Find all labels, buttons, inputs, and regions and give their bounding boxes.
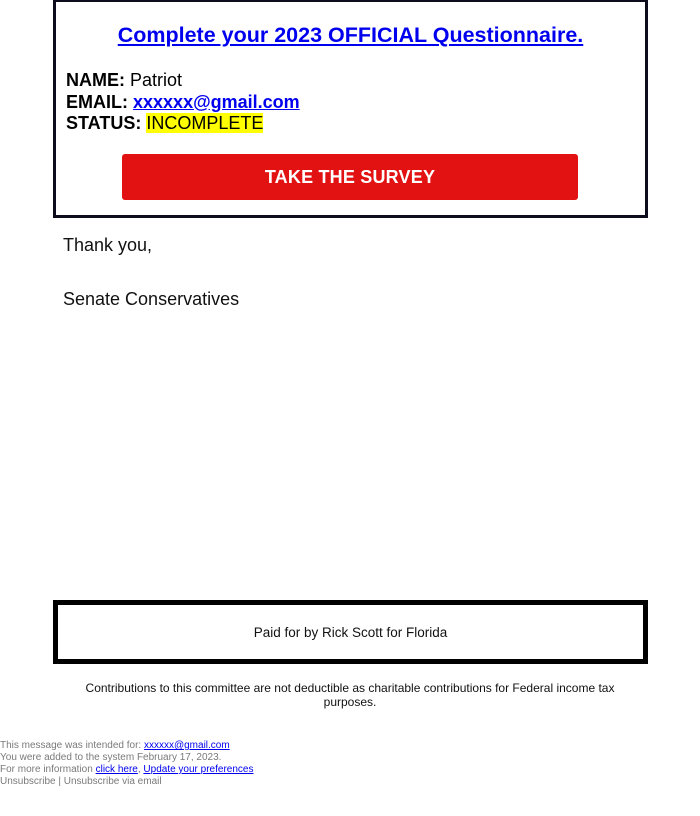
more-info-prefix: For more information: [0, 764, 93, 775]
status-row: [66, 113, 300, 135]
take-survey-button[interactable]: TAKE THE SURVEY: [122, 154, 578, 200]
update-preferences-link[interactable]: Update your preferences: [143, 764, 254, 775]
paid-for-box: [53, 600, 648, 664]
intended-line: [0, 740, 253, 752]
separator: |: [58, 776, 61, 787]
name-row: [66, 70, 300, 92]
more-info-line: For more information click here, Update your preferences: [0, 764, 254, 775]
questionnaire-title-link[interactable]: Complete your 2023 OFFICIAL Questionnaire.: [117, 23, 584, 47]
paid-for-text: Paid for by Rick Scott for Florida: [253, 624, 448, 640]
email-footer: [0, 740, 253, 788]
added-line: You were added to the system February 17, 2023.: [0, 752, 222, 763]
thank-you-text: Thank you,: [63, 235, 153, 255]
email-row: [66, 92, 300, 114]
status-label: STATUS:: [66, 113, 142, 133]
intended-email-link[interactable]: xxxxxx@gmail.com: [143, 740, 230, 751]
sender-name: Senate Conservatives: [63, 289, 240, 309]
click-here-link[interactable]: click here: [95, 764, 138, 775]
status-value: INCOMPLETE: [146, 113, 264, 133]
unsubscribe-email-link[interactable]: Unsubscribe via email: [63, 776, 162, 787]
recipient-details: [66, 70, 300, 135]
intended-prefix: This message was intended for:: [0, 740, 142, 751]
unsubscribe-link[interactable]: Unsubscribe: [0, 776, 56, 787]
email-link[interactable]: xxxxxx@gmail.com: [133, 91, 300, 112]
unsubscribe-line: [0, 776, 253, 788]
survey-card: [53, 0, 648, 218]
email-label: EMAIL:: [66, 91, 128, 112]
tax-disclaimer: Contributions to this committee are not deductible as charitable contributions for Federal income tax purposes.: [85, 681, 615, 709]
name-label: NAME:: [66, 70, 125, 90]
name-value: Patriot: [130, 70, 183, 90]
